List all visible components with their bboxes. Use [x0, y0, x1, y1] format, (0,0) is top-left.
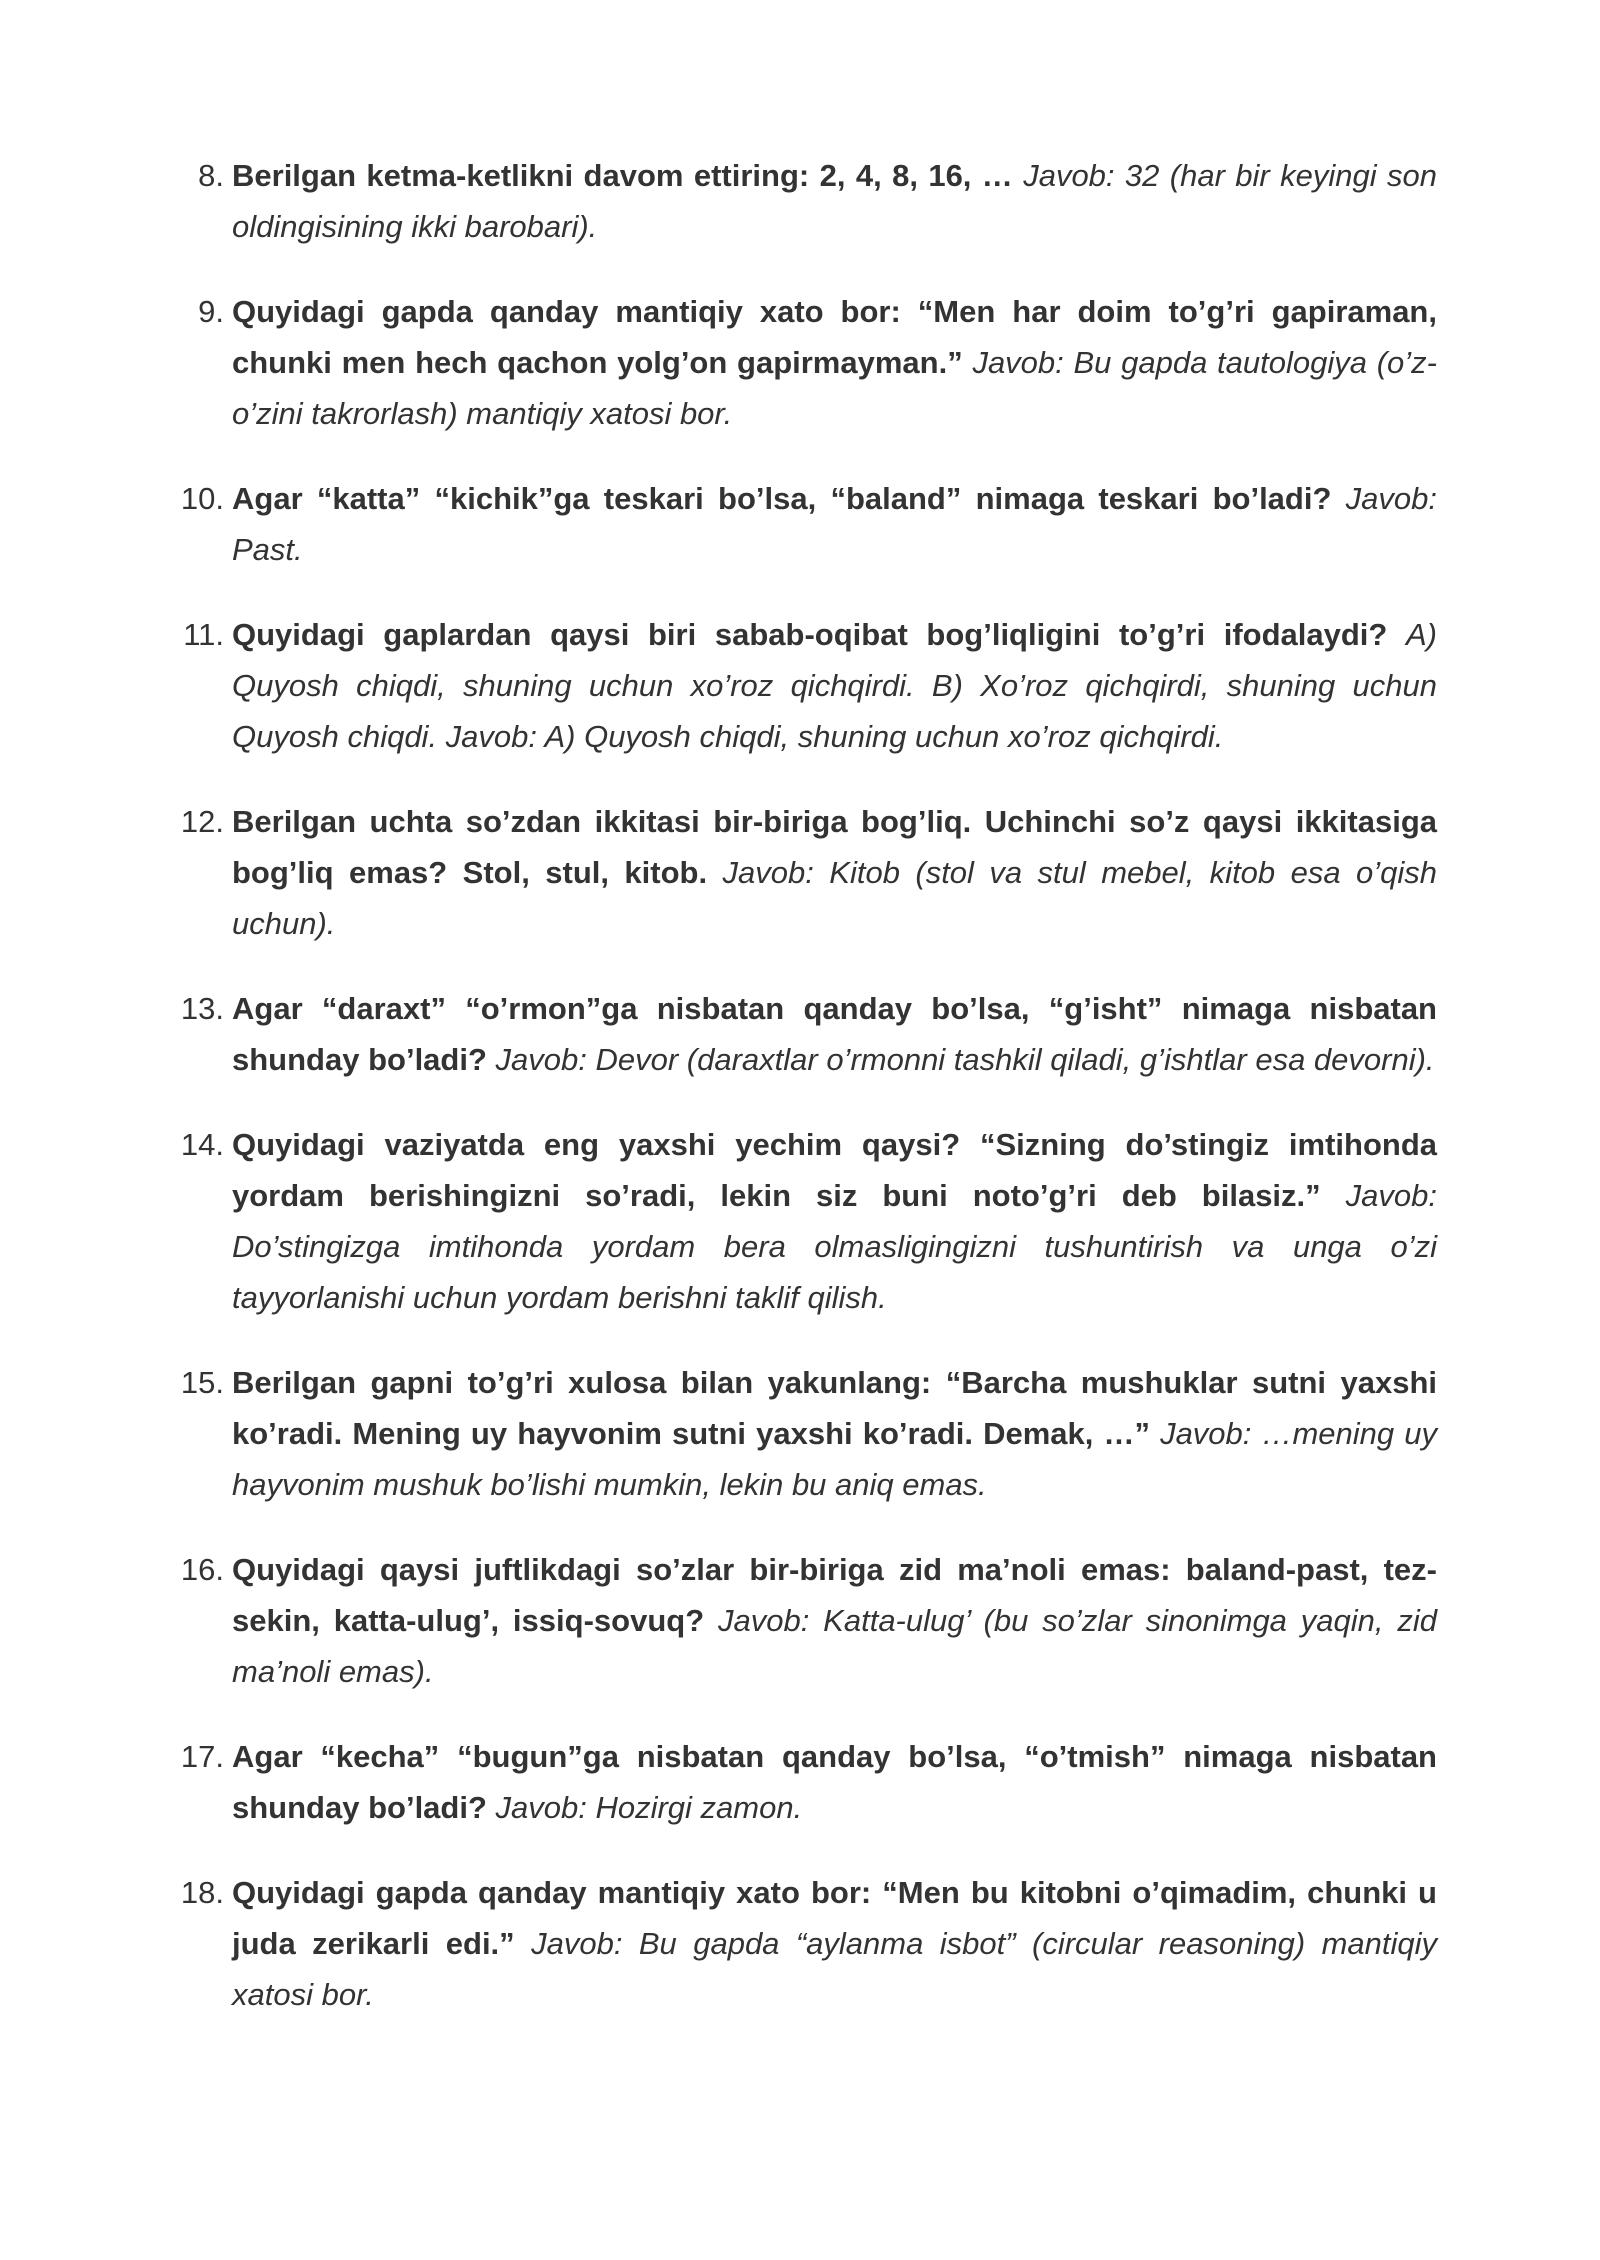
answer-text: Javob: Bu gapda “aylanma isbot” (circular reasoning) mantiqiy xatosi bor. [232, 1926, 1438, 2012]
item-number: 11. [183, 617, 224, 652]
answer-text: Javob: Devor (daraxtlar o’rmonni tashkil qiladi, g’ishtlar esa devorni). [495, 1042, 1435, 1077]
item-number: 18. [180, 1875, 224, 1910]
answer-text: Javob: Hozirgi zamon. [495, 1790, 803, 1825]
question-text: Quyidagi gapda qanday mantiqiy xato bor: “Men bu kitobni o’qimadim, chunki u juda zerikarli edi.” [232, 1875, 1437, 1961]
answer-text: Javob: Bu gapda tautologiya (o’z-o’zini takrorlash) mantiqiy xatosi bor. [232, 345, 1437, 431]
item-number: 16. [180, 1552, 224, 1587]
answer-text: Javob: Past. [232, 481, 1437, 567]
item-number: 12. [180, 804, 224, 839]
item-number: 8. [198, 158, 224, 193]
item-number: 17. [180, 1739, 224, 1774]
question-text: Berilgan ketma-ketlikni davom ettiring: 2, 4, 8, 16, … [232, 158, 1024, 193]
answer-text: Javob: Katta-ulug’ (bu so’zlar sinonimga yaqin, zid ma’noli emas). [232, 1603, 1437, 1689]
answer-text: A) Quyosh chiqdi, shuning uchun xo’roz qichqirdi. B) Xo’roz qichqirdi, shuning uchun Quyosh chiqdi. Javob: A) Quyosh chiqdi, shuning uchun xo’roz qichqirdi. [232, 617, 1437, 754]
list-item [183, 609, 1437, 762]
list-item [198, 150, 1438, 252]
list-item [180, 1544, 1437, 1697]
list-item [180, 796, 1437, 949]
question-text: Berilgan gapni to’g’ri xulosa bilan yakunlang: “Barcha mushuklar sutni yaxshi ko’radi. Mening uy hayvonim sutni yaxshi ko’radi. Demak, …” [232, 1365, 1437, 1451]
list-item [180, 1731, 1437, 1833]
answer-text: Javob: …mening uy hayvonim mushuk bo’lishi mumkin, lekin bu aniq emas. [232, 1416, 1437, 1502]
answer-text: Javob: Do’stingizga imtihonda yordam bera olmasligingizni tushuntirish va unga o’zi tayyorlanishi uchun yordam berishni taklif qilish. [232, 1178, 1437, 1315]
list-item [180, 473, 1437, 575]
question-text: Quyidagi qaysi juftlikdagi so’zlar bir-biriga zid ma’noli emas: baland-past, tez-sekin, katta-ulug’, issiq-sovuq? [232, 1552, 1437, 1638]
list-item [198, 286, 1437, 439]
item-number: 13. [180, 991, 224, 1026]
list-item [180, 1357, 1437, 1510]
list-item [180, 1119, 1437, 1323]
list-item [180, 1867, 1438, 2020]
item-number: 15. [180, 1365, 224, 1400]
question-text: Agar “kecha” “bugun”ga nisbatan qanday bo’lsa, “o’tmish” nimaga nisbatan shunday bo’ladi? [232, 1739, 1437, 1825]
list-item [180, 983, 1437, 1085]
question-text: Agar “katta” “kichik”ga teskari bo’lsa, “baland” nimaga teskari bo’ladi? [232, 481, 1346, 516]
item-number: 9. [198, 294, 224, 329]
item-number: 10. [180, 481, 224, 516]
question-text: Quyidagi gaplardan qaysi biri sabab-oqibat bog’liqligini to’g’ri ifodalaydi? [232, 617, 1406, 652]
question-text: Quyidagi gapda qanday mantiqiy xato bor: “Men har doim to’g’ri gapiraman, chunki men hech qachon yolg’on gapirmayman.” [232, 294, 1437, 380]
question-text: Agar “daraxt” “o’rmon”ga nisbatan qanday bo’lsa, “g’isht” nimaga nisbatan shunday bo’ladi? [232, 991, 1437, 1077]
answer-text: Javob: Kitob (stol va stul mebel, kitob esa o’qish uchun). [232, 855, 1437, 941]
question-text: Quyidagi vaziyatda eng yaxshi yechim qaysi? “Sizning do’stingiz imtihonda yordam berishingizni so’radi, lekin siz buni noto’g’ri deb bilasiz.” [232, 1127, 1437, 1213]
item-number: 14. [180, 1127, 224, 1162]
answer-text: Javob: 32 (har bir keyingi son oldingisining ikki barobari). [232, 158, 1438, 244]
question-list [180, 150, 1438, 2054]
question-text: Berilgan uchta so’zdan ikkitasi bir-biriga bog’liq. Uchinchi so’z qaysi ikkitasiga bog’liq emas? Stol, stul, kitob. [232, 804, 1437, 890]
